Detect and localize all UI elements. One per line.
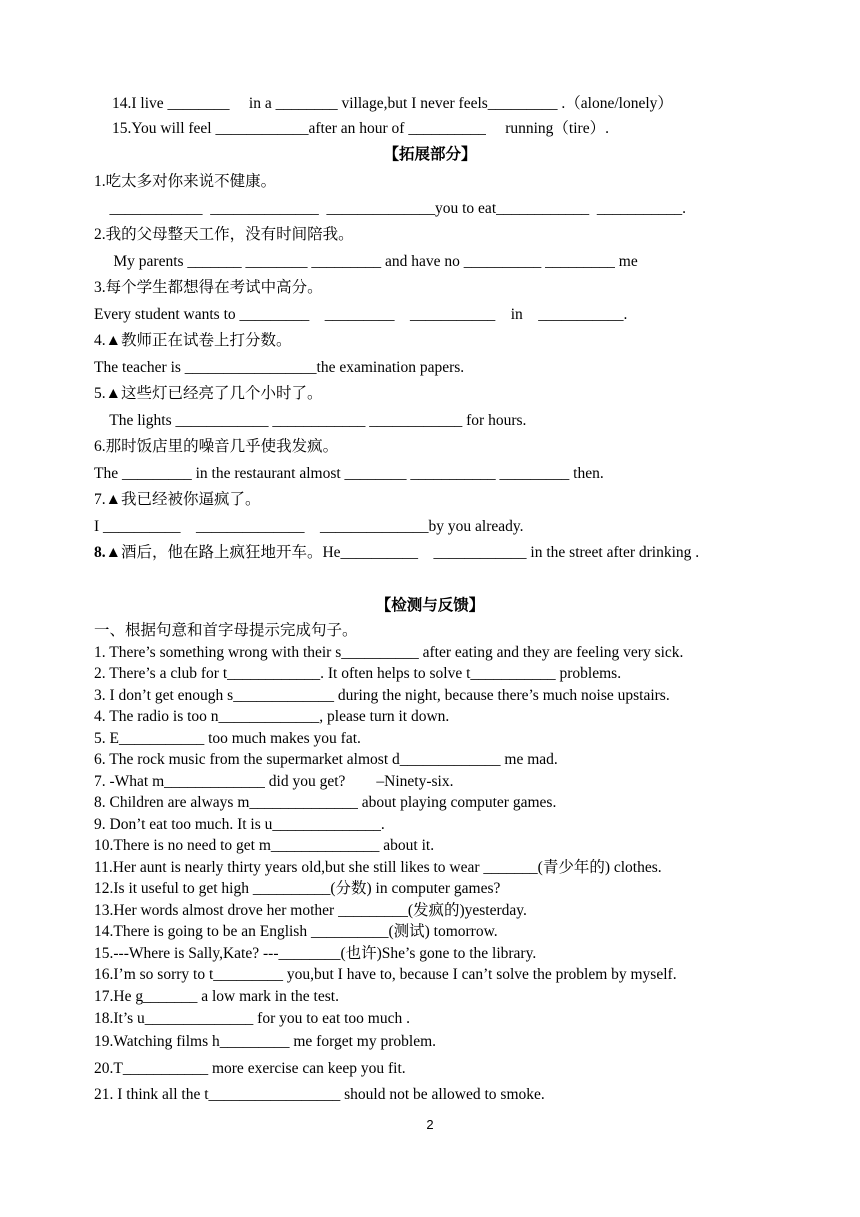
test-item-13: 13.Her words almost drove her mother _________(发疯的)yesterday. (94, 902, 527, 919)
test-item-5: 5. E___________ too much makes you fat. (94, 730, 361, 747)
test-item-18: 18.It’s u______________ for you to eat too much . (94, 1010, 410, 1027)
expansion-prompt-1: 1.吃太多对你来说不健康。 (94, 173, 277, 190)
test-item-17: 17.He g_______ a low mark in the test. (94, 988, 339, 1005)
test-item-20: 20.T___________ more exercise can keep you fit. (94, 1060, 406, 1077)
expansion-prompt-2: 2.我的父母整天工作，没有时间陪我。 (94, 226, 354, 243)
exercise-line-14: 14.I live ________ in a ________ village,but I never feels_________ .（alone/lonely） (112, 95, 673, 112)
expansion-prompt-6: 6.那时饭店里的噪音几乎使我发疯。 (94, 438, 339, 455)
expansion-prompt-4: 4.▲教师正在试卷上打分数。 (94, 332, 292, 349)
expansion-prompt-7: 7.▲我已经被你逼疯了。 (94, 491, 261, 508)
expansion-section-title: 【拓展部分】 (383, 146, 477, 163)
exercise-line-15: 15.You will feel ____________after an hour of __________ running（tire）. (112, 120, 609, 137)
expansion-answer-3: Every student wants to _________ _________ ___________ in ___________. (94, 306, 628, 323)
test-item-4: 4. The radio is too n_____________, please turn it down. (94, 708, 450, 725)
test-item-6: 6. The rock music from the supermarket almost d_____________ me mad. (94, 751, 558, 768)
test-item-10: 10.There is no need to get m______________ about it. (94, 837, 435, 854)
test-item-15: 15.---Where is Sally,Kate? ---________(也许)She’s gone to the library. (94, 945, 537, 962)
expansion-item-8-text: ▲酒后，他在路上疯狂地开车。He__________ ____________ in the street after drinking . (105, 544, 700, 561)
test-item-1: 1. There’s something wrong with their s__________ after eating and they are feeling very sick. (94, 644, 684, 661)
expansion-prompt-5: 5.▲这些灯已经亮了几个小时了。 (94, 385, 323, 402)
expansion-answer-7: I __________ ______________ ______________by you already. (94, 518, 524, 535)
test-item-19: 19.Watching films h_________ me forget my problem. (94, 1033, 436, 1050)
expansion-answer-4: The teacher is _________________the examination papers. (94, 359, 465, 376)
test-instructions: 一、根据句意和首字母提示完成句子。 (94, 622, 358, 639)
test-section-title: 【检测与反馈】 (375, 597, 485, 614)
test-item-14: 14.There is going to be an English __________(测试) tomorrow. (94, 923, 498, 940)
expansion-answer-5: The lights ____________ ____________ ____________ for hours. (94, 412, 527, 429)
test-item-11: 11.Her aunt is nearly thirty years old,but she still likes to wear _______(青少年的) clothes. (94, 859, 662, 876)
test-item-8: 8. Children are always m______________ about playing computer games. (94, 794, 557, 811)
test-item-12: 12.Is it useful to get high __________(分数) in computer games? (94, 880, 501, 897)
test-item-16: 16.I’m so sorry to t_________ you,but I have to, because I can’t solve the problem by myself. (94, 966, 677, 983)
expansion-item-8 (94, 543, 699, 563)
expansion-answer-6: The _________ in the restaurant almost ________ ___________ _________ then. (94, 465, 604, 482)
expansion-item-8-number: 8. (94, 544, 106, 561)
test-item-7: 7. -What m_____________ did you get? –Ninety-six. (94, 773, 454, 790)
test-item-3: 3. I don’t get enough s_____________ during the night, because there’s much noise upstairs. (94, 687, 670, 704)
expansion-prompt-3: 3.每个学生都想得在考试中高分。 (94, 279, 323, 296)
test-item-21: 21. I think all the t_________________ should not be allowed to smoke. (94, 1086, 545, 1103)
page-number: 2 (426, 1117, 434, 1132)
expansion-answer-2: My parents _______ ________ _________ and have no __________ _________ me (94, 253, 638, 270)
test-item-2: 2. There’s a club for t____________. It often helps to solve t___________ problems. (94, 665, 622, 682)
expansion-answer-1: ____________ ______________ ______________you to eat____________ ___________. (94, 200, 686, 217)
test-item-9: 9. Don’t eat too much. It is u______________. (94, 816, 385, 833)
